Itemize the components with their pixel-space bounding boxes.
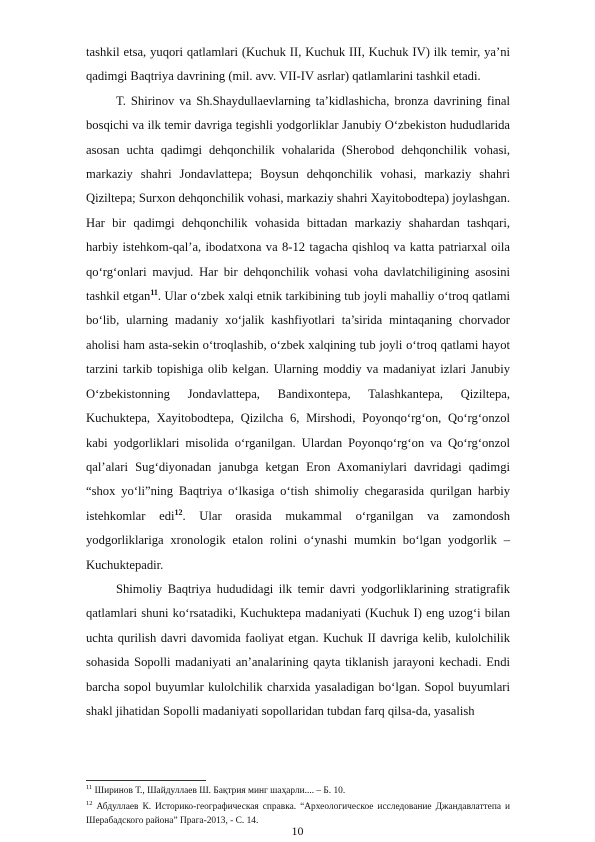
paragraph-shirinov: [86, 89, 510, 577]
page-number: 10: [291, 824, 304, 838]
paragraph-text-part-a: T. Shirinov va Sh.Shaydullaevlarning ta’kidlashicha, bronza davrining final bosqichi va ilk temir davriga tegishli yodgorliklar Janubiy O‘zbekiston hududlarida asosan uchta qadimgi dehqonchilik vohalarida (Sherobod dehqonchilik vohasi, markaziy shahri Jondavlattepa; Boysun dehqonchilik vohasi, markaziy shahri Qiziltepa; Surxon dehqonchilik vohasi, markaziy shahri Xayitobodtepa) joylashgan. Har bir qadimgi dehqonchilik vohasida bittadan markaziy shahardan tashqari, harbiy istehkom-qal’a, ibodatxona va 8-12 tagacha qishloq va katta patriarxal oila qo‘rg‘onlari mavjud. Har bir dehqonchilik vohasi voha davlatchiligining asosini tashkil etgan: [86, 93, 510, 304]
footnote-ref-11[interactable]: 11: [150, 287, 158, 297]
footnote-ref-12[interactable]: 12: [174, 507, 183, 517]
footnote-text-11: Ширинов Т., Шайдуллаев Ш. Бақтрия минг шаҳарли.... – Б. 10.: [94, 786, 346, 796]
paragraph-continuation: tashkil etsa, yuqori qatlamlari (Kuchuk II, Kuchuk III, Kuchuk IV) ilk temir, ya’ni qadimgi Baqtriya davrining (mil. avv. VII-IV asrlar) qatlamlarini tashkil etadi.: [86, 45, 510, 84]
paragraph-text-part-c: . Ular orasida mukammal o‘rganilgan va zamondosh yodgorliklariga xronologik etalon rolini o‘ynashi mumkin bo‘lgan yodgorlik – Kuchuktepadir.: [86, 508, 510, 572]
paragraph-shimoliy-baqtriya: Shimoliy Baqtriya hududidagi ilk temir davri yodgorliklarining stratigrafik qatlamlari shuni ko‘rsatadiki, Kuchuktepa madaniyati (Kuchuk I) eng uzog‘i bilan uchta qurilish davri davomida faoliyat etgan. Kuchuk II davriga kelib, kulolchilik sohasida Sopolli madaniyati an’analarining qayta tiklanish jarayoni kechadi. Endi barcha sopol buyumlar kulolchilik charxida yasaladigan bo‘lgan. Sopol buyumlari shakl jihatidan Sopolli madaniyati sopollaridan tubdan farq qilsa-da, yasalish: [86, 581, 510, 718]
footnote-11: [86, 784, 510, 798]
footnote-number-11: 11: [86, 783, 93, 791]
footnote-separator: [86, 780, 206, 781]
page-body: [86, 40, 510, 723]
footnote-number-12: 12: [86, 799, 93, 807]
paragraph-text-part-b: . Ular o‘zbek xalqi etnik tarkibining tub joyli mahalliy o‘troq qatlami bo‘lib, ularning madaniy xo‘jalik kashfiyotlari ta’sirida mintaqaning chorvador aholisi ham asta-sekin o‘troqlashib, o‘zbek xalqining tub joyli o‘troq qatlami hayot tarzini tarkib topishiga olib kelgan. Ularning moddiy va madaniyat izlari Janubiy O‘zbekistonning Jondavlattepa, Bandixontepa, Talashkantepa, Qiziltepa, Kuchuktepa, Xayitobodtepa, Qizilcha 6, Mirshodi, Poyonqo‘rg‘on, Qo‘rg‘onzol kabi yodgorliklari misolida o‘rganilgan. Ulardan Poyonqo‘rg‘on va Qo‘rg‘onzol qal’alari Sug‘diyonadan janubga ketgan Eron Axomaniylari davridagi qadimgi “shox yo‘li”ning Baqtriya o‘lkasiga o‘tish shimoliy chegarasida qurilgan harbiy istehkomlar edi: [86, 289, 510, 523]
footnote-text-12: Абдуллаев К. Историко-географическая справка. “Археологическое исследование Джандавлаттепа и Шерабадского района” Прага-2013, - С. 14.: [86, 802, 511, 826]
